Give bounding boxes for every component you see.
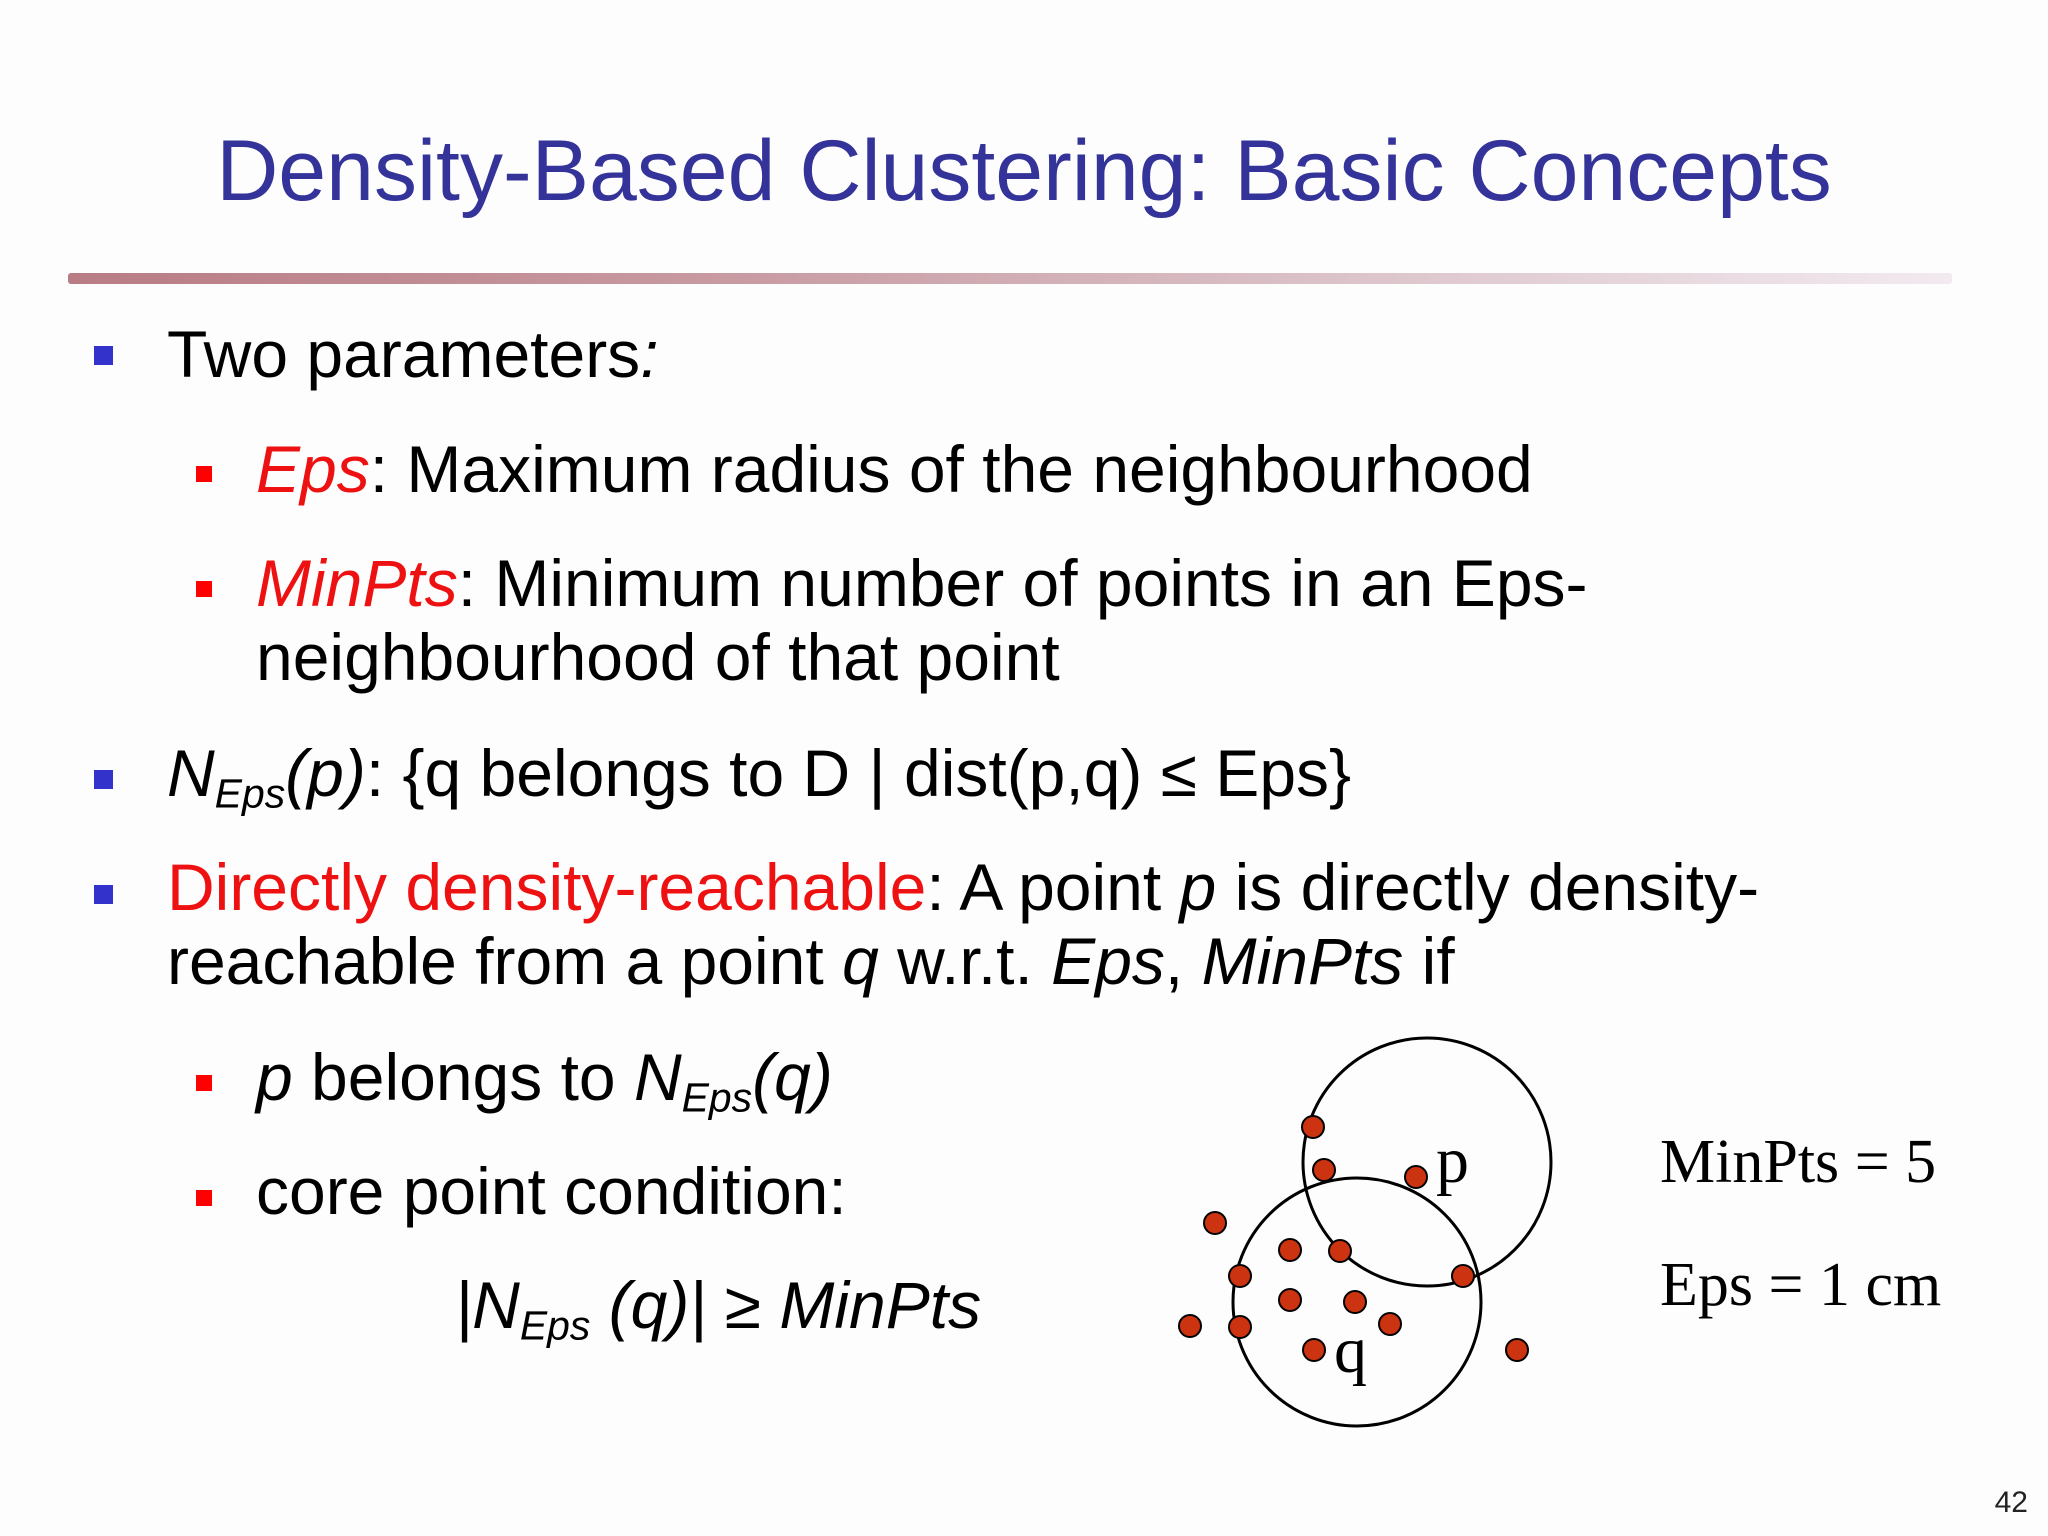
- bullet-two-parameters: [167, 317, 659, 391]
- data-point: [1379, 1313, 1401, 1335]
- bullet-square-icon: [94, 885, 113, 904]
- p-belongs-text: belongs to: [292, 1040, 634, 1114]
- minpts-value: MinPts = 5: [1660, 1128, 1937, 1196]
- sub-bullet-core-condition: core point condition:: [256, 1154, 847, 1228]
- formula-open: |N: [455, 1268, 520, 1342]
- data-point: [1303, 1339, 1325, 1361]
- minpts-term: MinPts: [256, 546, 458, 620]
- directly-q: q: [842, 924, 879, 998]
- data-point: [1279, 1289, 1301, 1311]
- formula-sub: Eps: [519, 1302, 591, 1349]
- bullet-square-icon: [94, 770, 113, 789]
- directly-text-c: reachable from a point: [167, 924, 843, 998]
- data-point: [1204, 1212, 1226, 1234]
- directly-text-b: is directly density-: [1216, 850, 1760, 924]
- sub-bullet-minpts-line2: neighbourhood of that point: [256, 620, 1060, 694]
- data-point: [1179, 1315, 1201, 1337]
- bullet-square-icon: [94, 346, 113, 365]
- eps-value: Eps = 1 cm: [1660, 1251, 1942, 1319]
- directly-minpts: MinPts: [1201, 924, 1404, 998]
- bullet-neps-definition: [167, 736, 1352, 817]
- sub-bullet-square-icon: [196, 466, 212, 482]
- two-params-colon: :: [640, 317, 659, 391]
- formula-minpts: MinPts: [779, 1268, 982, 1342]
- eps-desc: : Maximum radius of the neighbourhood: [369, 432, 1533, 506]
- directly-eps: Eps: [1051, 924, 1165, 998]
- data-point: [1405, 1166, 1427, 1188]
- page-number: 42: [1994, 1486, 2028, 1519]
- sub-bullet-p-belongs: [256, 1040, 833, 1121]
- label-p: p: [1436, 1124, 1469, 1197]
- directly-term: Directly density-reachable: [167, 850, 927, 924]
- data-point: [1452, 1265, 1474, 1287]
- p-belongs-n: N: [633, 1040, 682, 1114]
- sub-bullet-square-icon: [196, 1075, 212, 1091]
- neps-arg: (p): [285, 736, 366, 810]
- neps-n: N: [167, 736, 215, 810]
- core-formula: [455, 1268, 982, 1349]
- sub-bullet-eps: [256, 432, 1533, 506]
- bullet-directly-reachable-line2: [167, 924, 1455, 998]
- data-point: [1302, 1116, 1324, 1138]
- sub-bullet-square-icon: [196, 581, 212, 597]
- directly-text-d: w.r.t.: [878, 924, 1052, 998]
- formula-rest: (q)| ≥: [590, 1268, 780, 1342]
- neps-sub: Eps: [214, 770, 286, 817]
- eps-term: Eps: [256, 432, 370, 506]
- data-point: [1329, 1240, 1351, 1262]
- p-belongs-arg: (q): [752, 1040, 833, 1114]
- label-q: q: [1334, 1314, 1367, 1387]
- two-params-text: Two parameters: [167, 317, 641, 391]
- minpts-desc-line1: : Minimum number of points in an Eps-: [457, 546, 1588, 620]
- data-point: [1313, 1159, 1335, 1181]
- p-belongs-p: p: [256, 1040, 293, 1114]
- bullet-directly-reachable-line1: [167, 850, 1760, 924]
- directly-text-a: : A point: [926, 850, 1180, 924]
- sub-bullet-minpts-line1: [256, 546, 1588, 620]
- p-belongs-sub: Eps: [681, 1074, 753, 1121]
- data-point: [1229, 1265, 1251, 1287]
- directly-p: p: [1179, 850, 1217, 924]
- slide-title: Density-Based Clustering: Basic Concepts: [216, 123, 1832, 219]
- data-point: [1506, 1339, 1528, 1361]
- directly-if: if: [1403, 924, 1455, 998]
- data-point: [1229, 1316, 1251, 1338]
- directly-comma: ,: [1164, 924, 1202, 998]
- neps-desc: : {q belongs to D | dist(p,q) ≤ Eps}: [365, 736, 1352, 810]
- sub-bullet-square-icon: [196, 1190, 212, 1206]
- density-reachability-diagram: [1160, 1020, 2000, 1440]
- title-divider: [68, 273, 1952, 284]
- data-point: [1344, 1291, 1366, 1313]
- data-point: [1279, 1239, 1301, 1261]
